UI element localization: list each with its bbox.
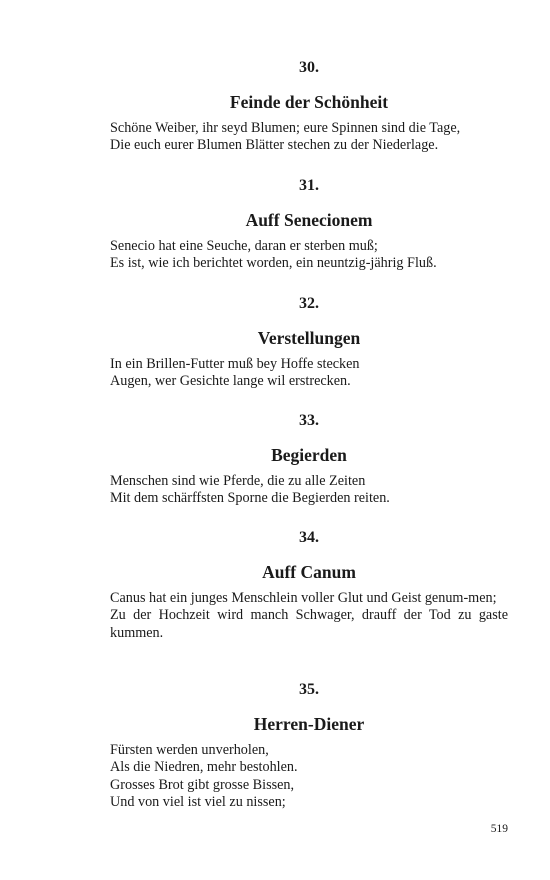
verse-line: Und von viel ist viel zu nissen; bbox=[110, 794, 286, 811]
poem-34 bbox=[110, 528, 508, 642]
poem-title: Begierden bbox=[271, 445, 347, 465]
poem-31 bbox=[110, 176, 508, 273]
verse-line: Augen, wer Gesichte lange wil erstrecken. bbox=[110, 373, 351, 390]
verse-line: Es ist, wie ich berichtet worden, ein neuntzig-jährig Fluß. bbox=[110, 255, 437, 272]
verse-line: Menschen sind wie Pferde, die zu alle Zeiten bbox=[110, 473, 366, 489]
verse-line: In ein Brillen-Futter muß bey Hoffe stecken bbox=[110, 356, 360, 372]
poem-number: 32. bbox=[299, 295, 319, 312]
verse-line: Zu der Hochzeit wird manch Schwager, drauff der Tod zu gaste kummen. bbox=[110, 607, 508, 641]
poem-number: 34. bbox=[299, 529, 319, 546]
poem-verse bbox=[110, 742, 508, 812]
poem-number: 33. bbox=[299, 412, 319, 429]
poem-number: 31. bbox=[299, 177, 319, 194]
poem-verse bbox=[110, 473, 508, 508]
poem-32 bbox=[110, 294, 508, 391]
verse-line: Fürsten werden unverholen, bbox=[110, 742, 269, 758]
poem-title: Verstellungen bbox=[257, 328, 361, 348]
poem-number: 30. bbox=[299, 59, 319, 76]
poem-title: Herren-Diener bbox=[253, 714, 365, 734]
verse-line: Canus hat ein junges Menschlein voller Glut und Geist genum-men; bbox=[110, 590, 497, 606]
verse-line: Als die Niedren, mehr bestohlen. bbox=[110, 759, 298, 776]
poem-verse bbox=[110, 590, 508, 642]
verse-line: Grosses Brot gibt grosse Bissen, bbox=[110, 776, 295, 793]
poem-title: Auff Canum bbox=[262, 562, 356, 582]
poem-30 bbox=[110, 58, 508, 155]
verse-line: Die euch eurer Blumen Blätter stechen zu der Niederlage. bbox=[110, 137, 439, 154]
poem-title: Auff Senecionem bbox=[245, 210, 373, 230]
verse-line: Senecio hat eine Seuche, daran er sterben muß; bbox=[110, 238, 378, 254]
poem-verse bbox=[110, 238, 508, 273]
poem-verse bbox=[110, 120, 508, 155]
verse-line: Schöne Weiber, ihr seyd Blumen; eure Spinnen sind die Tage, bbox=[110, 120, 461, 136]
poem-title: Feinde der Schönheit bbox=[229, 92, 389, 112]
poem-number: 35. bbox=[299, 681, 319, 698]
verse-line: Mit dem schärffsten Sporne die Begierden reiten. bbox=[110, 490, 390, 507]
poem-35 bbox=[110, 680, 508, 812]
poem-33 bbox=[110, 411, 508, 508]
poem-verse bbox=[110, 356, 508, 391]
page-number: 519 bbox=[490, 823, 508, 835]
